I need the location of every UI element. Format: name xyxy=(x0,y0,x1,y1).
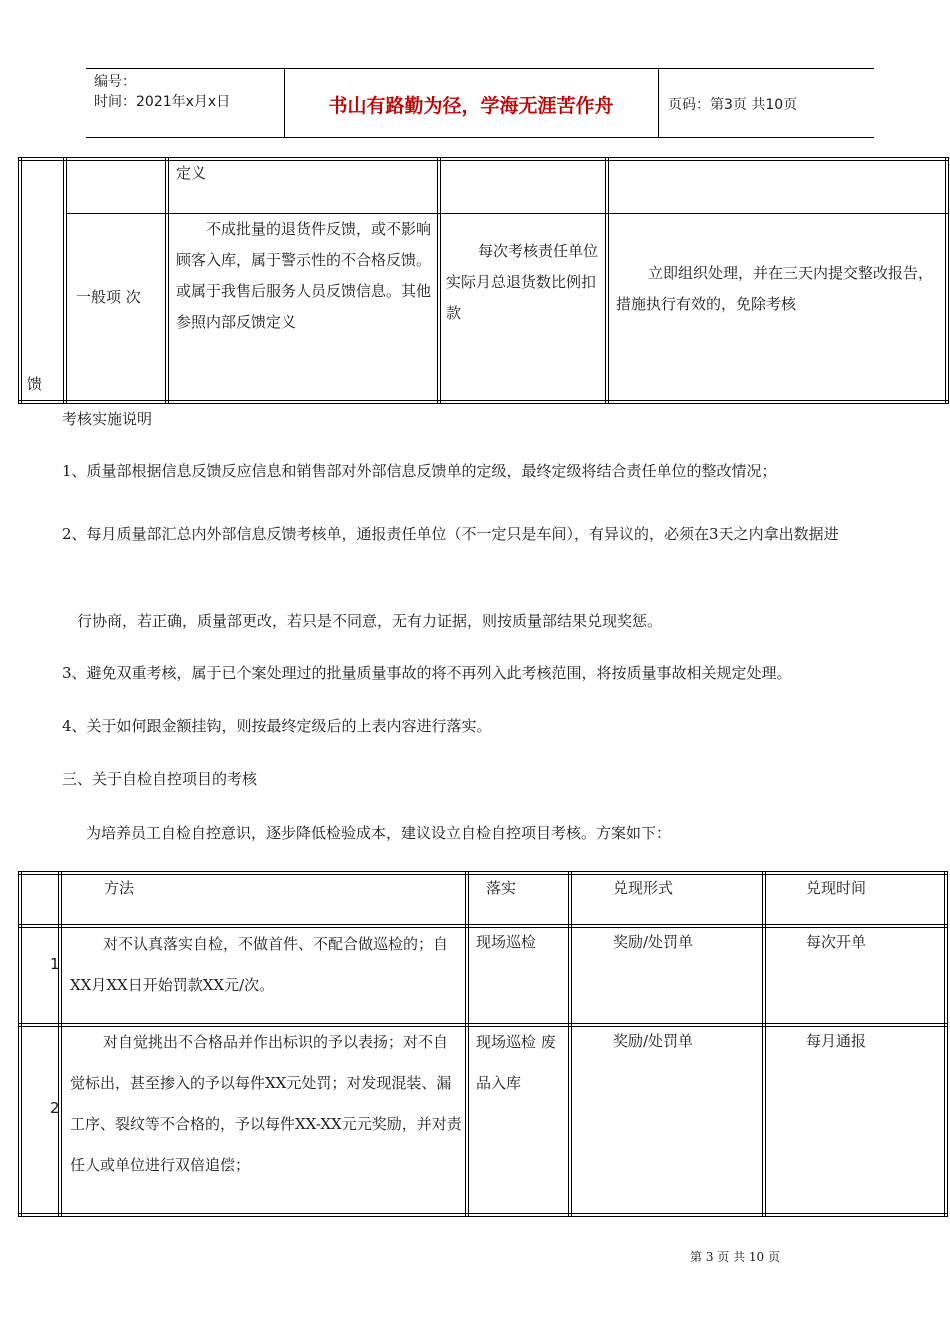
paragraph: 行协商，若正确，质量部更改，若只是不同意，无有力证据，则按质量部结果兑现奖惩。 xyxy=(77,612,663,630)
column-header-implement: 落实 xyxy=(486,879,517,897)
paragraph: 为培养员工自检自控意识，逐步降低检验成本，建议设立自检自控项目考核。方案如下： xyxy=(86,824,672,842)
table-cell-level: 一般项 次 xyxy=(76,288,141,306)
doc-number-label: 编号： xyxy=(94,74,136,90)
table-cell: 定义 xyxy=(176,164,207,182)
paragraph: 1、质量部根据信息反馈反应信息和销售部对外部信息反馈单的定级，最终定级将结合责任单位的整改情况； xyxy=(62,462,777,480)
table-side-label: 馈 xyxy=(27,375,43,393)
row-number: 1 xyxy=(50,955,60,973)
table-cell-definition: 不成批量的退货件反馈，或不影响顾客入库，属于警示性的不合格反馈。或属于我售后服务人员反馈信息。其他参照内部反馈定义 xyxy=(176,220,432,331)
table-cell-implement: 现场巡检 xyxy=(476,933,537,951)
table-cell-implement: 现场巡检 废品入库 xyxy=(476,1033,556,1092)
header-motto: 书山有路勤为径，学海无涯苦作舟 xyxy=(328,95,614,117)
section-subtitle: 考核实施说明 xyxy=(62,410,153,428)
table-cell-method: 对不认真落实自检，不做首件、不配合做巡检的；自XX月XX日开始罚款XX元/次。 xyxy=(70,935,449,994)
paragraph: 4、关于如何跟金额挂钩，则按最终定级后的上表内容进行落实。 xyxy=(62,717,492,735)
column-header-time: 兑现时间 xyxy=(806,879,867,897)
doc-time-label: 时间：2021年x月x日 xyxy=(94,94,231,110)
table-cell-method: 对自觉挑出不合格品并作出标识的予以表扬；对不自觉标出，甚至掺入的予以每件XX元处罚；对发现混装、漏工序、裂纹等不合格的，予以每件XX-XX元元奖励，并对责任人或单位进行双倍追偿； xyxy=(70,1033,462,1174)
page-footer: 第 3 页 共 10 页 xyxy=(690,1250,780,1264)
row-number: 2 xyxy=(50,1099,60,1117)
header-page-info: 页码：第3页 共10页 xyxy=(668,97,798,113)
column-header-method: 方法 xyxy=(104,879,135,897)
paragraph: 3、避免双重考核，属于已个案处理过的批量质量事故的将不再列入此考核范围，将按质量事故相关规定处理。 xyxy=(62,664,792,682)
paragraph: 2、每月质量部汇总内外部信息反馈考核单，通报责任单位（不一定只是车间），有异议的，必须在3天之内拿出数据进 xyxy=(62,525,839,543)
table-cell-handling: 立即组织处理，并在三天内提交整改报告，措施执行有效的，免除考核 xyxy=(616,264,934,313)
table-cell-deduction: 每次考核责任单位实际月总退货数比例扣款 xyxy=(446,242,599,322)
table-cell-form: 奖励/处罚单 xyxy=(613,933,694,951)
table-cell-form: 奖励/处罚单 xyxy=(613,1032,694,1050)
section-heading: 三、关于自检自控项目的考核 xyxy=(62,770,258,788)
table-cell-time: 每次开单 xyxy=(806,933,867,951)
column-header-form: 兑现形式 xyxy=(613,879,674,897)
table-cell-time: 每月通报 xyxy=(806,1032,867,1050)
